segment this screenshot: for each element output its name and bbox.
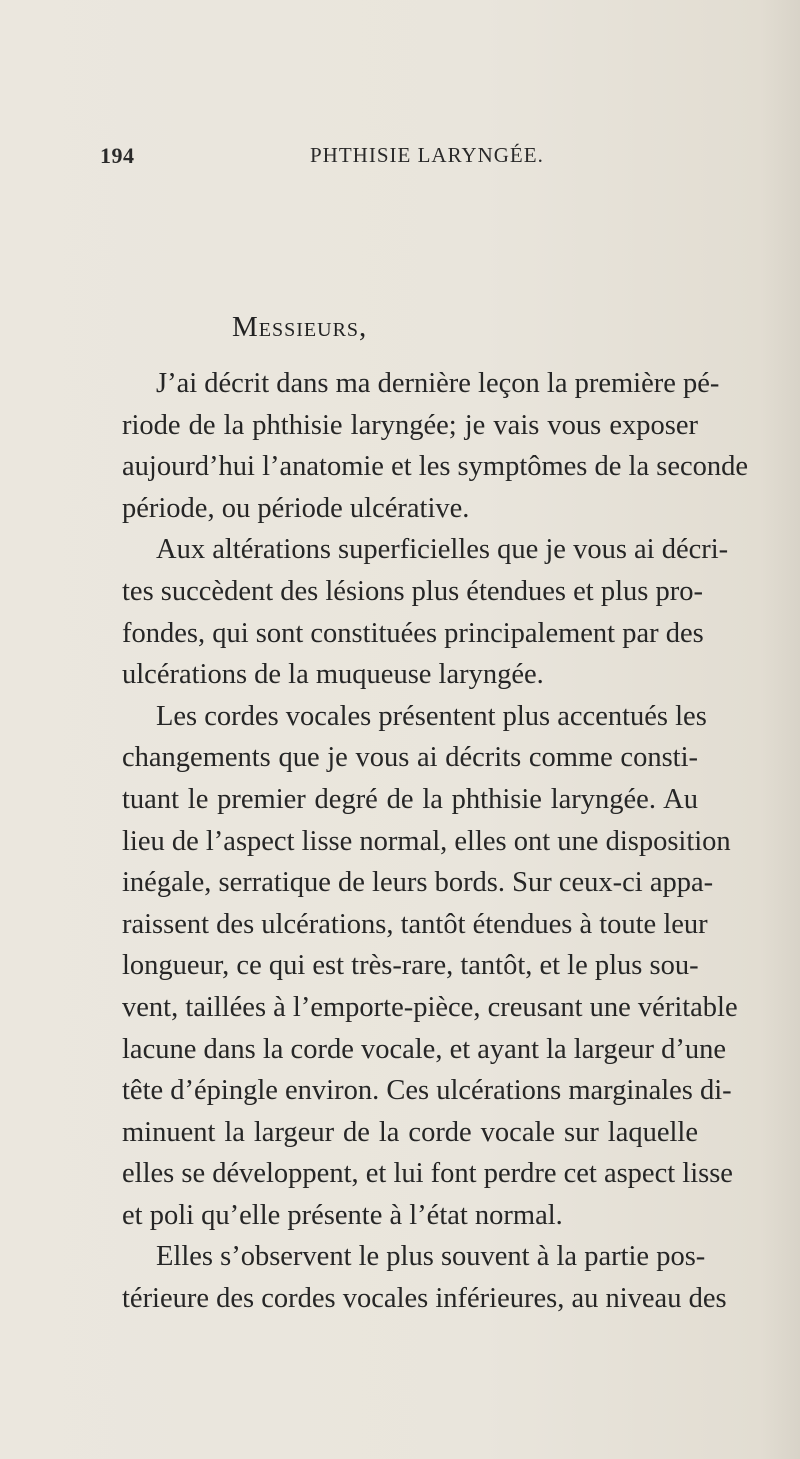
- text-line: elles se développent, et lui font perdre cet aspect lisse: [122, 1158, 733, 1190]
- text-line: inégale, serratique de leurs bords. Sur ceux-ci appa-: [122, 867, 714, 899]
- text-line: Les cordes vocales présentent plus accentués les: [156, 700, 707, 732]
- body-text: [122, 363, 749, 1320]
- salutation: Messieurs,: [232, 311, 368, 343]
- text-line: aujourd’hui l’anatomie et les symptômes de la seconde: [122, 451, 749, 483]
- text-line: térieure des cordes vocales inférieures, au niveau des: [122, 1283, 727, 1315]
- text-line: et poli qu’elle présente à l’état normal.: [122, 1199, 563, 1231]
- text-line: Aux altérations superficielles que je vous ai décri-: [156, 534, 729, 566]
- text-line: riode de la phthisie laryngée; je vais vous exposer: [122, 409, 698, 441]
- page-number: 194: [100, 143, 135, 168]
- text-line: lacune dans la corde vocale, et ayant la largeur d’une: [122, 1033, 727, 1065]
- text-line: raissent des ulcérations, tantôt étendues à toute leur: [122, 908, 708, 940]
- text-line: longueur, ce qui est très-rare, tantôt, et le plus sou-: [122, 950, 699, 982]
- text-line: lieu de l’aspect lisse normal, elles ont une disposition: [122, 825, 731, 857]
- running-head: [100, 143, 720, 179]
- text-line: tuant le premier degré de la phthisie laryngée. Au: [122, 783, 698, 815]
- text-line: changements que je vous ai décrits comme consti-: [122, 742, 698, 774]
- text-line: période, ou période ulcérative.: [122, 492, 470, 524]
- text-line: ulcérations de la muqueuse laryngée.: [122, 659, 544, 691]
- text-line: vent, taillées à l’emporte-pièce, creusant une véritable: [122, 991, 738, 1023]
- text-line: tête d’épingle environ. Ces ulcérations marginales di-: [122, 1075, 732, 1107]
- text-line: Elles s’observent le plus souvent à la partie pos-: [156, 1241, 706, 1273]
- running-title: PHTHISIE LARYNGÉE.: [310, 143, 544, 167]
- text-line: tes succèdent des lésions plus étendues et plus pro-: [122, 575, 703, 607]
- text-line: fondes, qui sont constituées principalement par des: [122, 617, 704, 649]
- text-line: J’ai décrit dans ma dernière leçon la première pé-: [156, 368, 720, 399]
- text-line: minuent la largeur de la corde vocale sur laquelle: [122, 1116, 698, 1148]
